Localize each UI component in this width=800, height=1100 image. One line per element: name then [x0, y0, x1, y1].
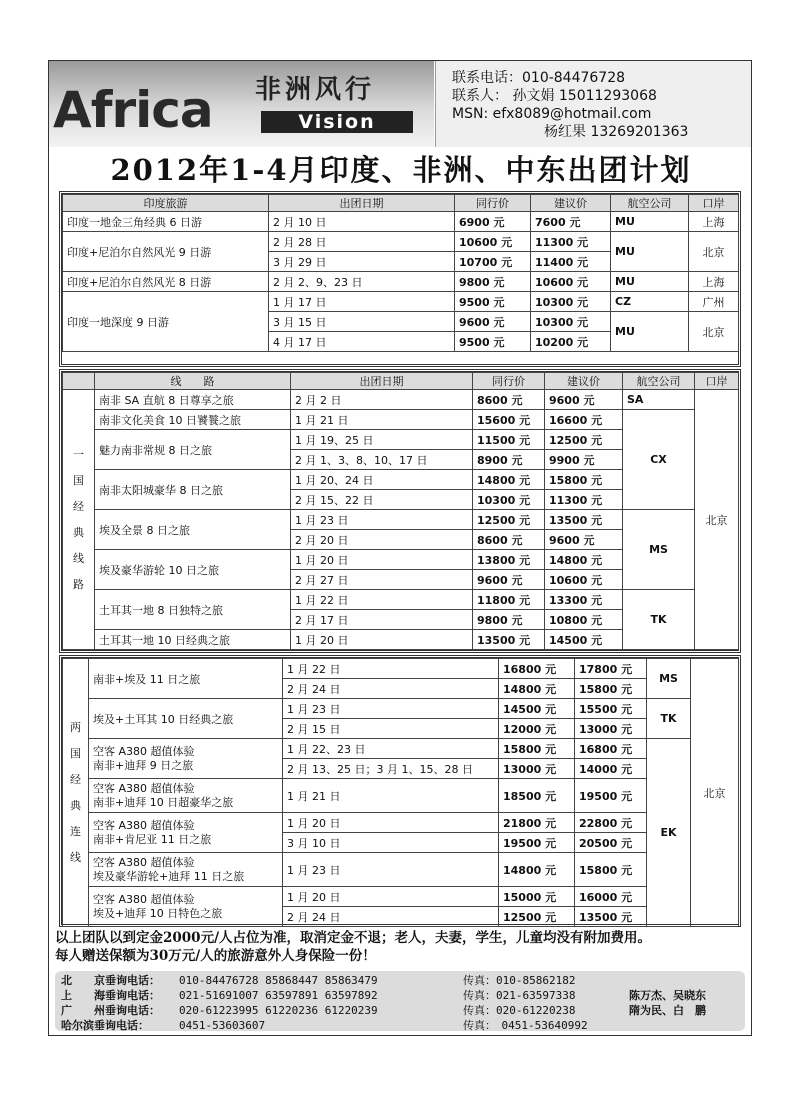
column-header: 同行价	[455, 195, 531, 212]
page-title: 2012年1-4月印度、非洲、中东出团计划	[110, 153, 692, 187]
tour-name	[89, 739, 283, 779]
hotline-fax: 传真：010-85862182	[463, 974, 576, 987]
suggested-price: 15800 元	[575, 853, 647, 887]
suggested-price: 10300 元	[531, 312, 611, 332]
departure-date: 1 月 20 日	[291, 550, 473, 570]
suggested-price: 13500 元	[545, 510, 623, 530]
peer-price: 9600 元	[473, 570, 545, 590]
suggested-price: 14500 元	[545, 630, 623, 650]
table-row	[63, 590, 739, 610]
hotline-phone: 0451-53603607	[179, 1019, 266, 1032]
peer-price: 14500 元	[499, 699, 575, 719]
peer-price: 8600 元	[473, 530, 545, 550]
contact-person: 联系人： 孙文娟 15011293068	[452, 88, 657, 104]
departure-date: 1 月 20 日	[283, 887, 499, 907]
suggested-price: 9600 元	[545, 390, 623, 410]
airline: CZ	[611, 292, 689, 312]
tour-name-line2: 南非+肯尼亚 11 日之旅	[93, 832, 212, 846]
peer-price: 10700 元	[455, 252, 531, 272]
tour-name-line2: 埃及豪华游轮+迪拜 11 日之旅	[93, 869, 245, 883]
column-header: 出团日期	[269, 195, 455, 212]
tour-name: 印度+尼泊尔自然风光 8 日游	[63, 272, 269, 292]
departure-date: 1 月 22、23 日	[283, 739, 499, 759]
peer-price: 12500 元	[473, 510, 545, 530]
peer-price: 13800 元	[473, 550, 545, 570]
hotline-box	[55, 971, 745, 1031]
hotline-row	[61, 1003, 739, 1018]
column-header: 同行价	[473, 373, 545, 390]
contact-msn: MSN: efx8089@hotmail.com	[452, 106, 652, 122]
suggested-price: 10600 元	[545, 570, 623, 590]
peer-price: 13000 元	[499, 759, 575, 779]
departure-date: 1 月 20 日	[291, 630, 473, 650]
departure-date: 1 月 20、24 日	[291, 470, 473, 490]
peer-price: 8900 元	[473, 450, 545, 470]
departure-date: 1 月 19、25 日	[291, 430, 473, 450]
port: 北京	[695, 390, 739, 650]
airline: CX	[623, 410, 695, 510]
port: 北京	[691, 659, 739, 927]
airline: MU	[611, 312, 689, 352]
peer-price: 9800 元	[473, 610, 545, 630]
two-country-table-block	[59, 655, 741, 927]
suggested-price: 16000 元	[575, 887, 647, 907]
peer-price: 11800 元	[473, 590, 545, 610]
column-header: 线 路	[95, 373, 291, 390]
tour-name: 南非太阳城豪华 8 日之旅	[95, 470, 291, 510]
flyer-page	[48, 60, 752, 1036]
terms-line-2: 每人赠送保额为30万元/人的旅游意外人身保险一份！	[55, 948, 376, 964]
column-header: 出团日期	[291, 373, 473, 390]
one-country-table-block	[59, 369, 741, 653]
hotline-phone: 021-51691007 63597891 63597892	[179, 989, 378, 1002]
hotline-city: 哈尔滨垂询电话：	[61, 1019, 149, 1032]
suggested-price: 10300 元	[531, 292, 611, 312]
section-label: 一 国 经 典 线 路	[63, 390, 95, 650]
suggested-price: 12500 元	[545, 430, 623, 450]
tour-name	[89, 813, 283, 853]
airline: SA	[623, 390, 695, 410]
suggested-price: 11400 元	[531, 252, 611, 272]
peer-price: 12000 元	[499, 719, 575, 739]
tour-name: 印度一地金三角经典 6 日游	[63, 212, 269, 232]
peer-price: 14800 元	[499, 679, 575, 699]
contact-person-2: 杨红果 13269201363	[544, 124, 689, 140]
departure-date: 1 月 21 日	[291, 410, 473, 430]
table-row	[63, 510, 739, 530]
peer-price: 10600 元	[455, 232, 531, 252]
airline: MS	[647, 659, 691, 699]
airline: TK	[623, 590, 695, 650]
table-row	[63, 813, 739, 833]
peer-price: 9600 元	[455, 312, 531, 332]
tour-name-line1: 空客 A380 超值体验	[93, 892, 195, 906]
suggested-price: 11300 元	[531, 232, 611, 252]
hotline-fax: 传真：021-63597338	[463, 989, 576, 1002]
table-row	[63, 390, 739, 410]
hotline-city: 广 州垂询电话：	[61, 1004, 160, 1017]
logo-vision-text: Vision	[261, 111, 413, 133]
section-label: 两 国 经 典 连 线	[63, 659, 89, 927]
tour-name: 印度+尼泊尔自然风光 9 日游	[63, 232, 269, 272]
departure-date: 1 月 20 日	[283, 813, 499, 833]
table-header-row	[63, 195, 739, 212]
table-row	[63, 887, 739, 907]
table-row	[63, 853, 739, 887]
table-row	[63, 699, 739, 719]
column-header: 建议价	[531, 195, 611, 212]
suggested-price: 7600 元	[531, 212, 611, 232]
hotline-fax: 传真：020-61220238	[463, 1004, 576, 1017]
hotline-phone: 010-84476728 85868447 85863479	[179, 974, 378, 987]
tour-name-line1: 空客 A380 超值体验	[93, 855, 195, 869]
suggested-price: 15500 元	[575, 699, 647, 719]
departure-date: 2 月 13、25 日；3 月 1、15、28 日	[283, 759, 499, 779]
tour-name	[89, 779, 283, 813]
departure-date: 2 月 28 日	[269, 232, 455, 252]
peer-price: 14800 元	[499, 853, 575, 887]
peer-price: 15600 元	[473, 410, 545, 430]
port: 北京	[689, 232, 739, 272]
peer-price: 16800 元	[499, 659, 575, 679]
departure-date: 2 月 24 日	[283, 907, 499, 927]
column-header: 航空公司	[611, 195, 689, 212]
peer-price: 9800 元	[455, 272, 531, 292]
table-row	[63, 272, 739, 292]
table-row	[63, 292, 739, 312]
logo-africa-text: Africa	[53, 81, 213, 139]
tour-name: 埃及+土耳其 10 日经典之旅	[89, 699, 283, 739]
peer-price: 15000 元	[499, 887, 575, 907]
departure-date: 2 月 15、22 日	[291, 490, 473, 510]
port: 上海	[689, 212, 739, 232]
peer-price: 18500 元	[499, 779, 575, 813]
column-header: 口岸	[695, 373, 739, 390]
suggested-price: 13300 元	[545, 590, 623, 610]
suggested-price: 15800 元	[575, 679, 647, 699]
logo-chinese-text: 非洲风行	[255, 75, 376, 105]
port: 北京	[689, 312, 739, 352]
peer-price: 6900 元	[455, 212, 531, 232]
hotline-city: 上 海垂询电话：	[61, 989, 160, 1002]
brand-banner	[49, 61, 434, 147]
departure-date: 1 月 23 日	[283, 853, 499, 887]
airline: MU	[611, 212, 689, 232]
tour-name-line2: 南非+迪拜 10 日超豪华之旅	[93, 795, 234, 809]
column-header: 航空公司	[623, 373, 695, 390]
tour-name: 埃及全景 8 日之旅	[95, 510, 291, 550]
column-header: 口岸	[689, 195, 739, 212]
hotline-row	[61, 1018, 739, 1033]
table-row	[63, 659, 739, 679]
suggested-price: 9600 元	[545, 530, 623, 550]
hotline-city: 北 京垂询电话：	[61, 974, 160, 987]
suggested-price: 14800 元	[545, 550, 623, 570]
peer-price: 11500 元	[473, 430, 545, 450]
column-header-blank	[63, 373, 95, 390]
departure-date: 2 月 17 日	[291, 610, 473, 630]
suggested-price: 15800 元	[545, 470, 623, 490]
hotline-fax: 传真： 0451-53640992	[463, 1019, 588, 1032]
table-row	[63, 779, 739, 813]
table-row	[63, 410, 739, 430]
suggested-price: 20500 元	[575, 833, 647, 853]
departure-date: 1 月 17 日	[269, 292, 455, 312]
departure-date: 3 月 10 日	[283, 833, 499, 853]
tour-name	[89, 853, 283, 887]
hotline-contact: 隋为民、白 鹏	[629, 1004, 706, 1017]
tour-name-line2: 埃及+迪拜 10 日特色之旅	[93, 906, 223, 920]
peer-price: 19500 元	[499, 833, 575, 853]
suggested-price: 9900 元	[545, 450, 623, 470]
suggested-price: 17800 元	[575, 659, 647, 679]
airline: TK	[647, 699, 691, 739]
contact-box	[435, 61, 751, 147]
departure-date: 1 月 23 日	[283, 699, 499, 719]
tour-name-line1: 空客 A380 超值体验	[93, 781, 195, 795]
tour-name: 魅力南非常规 8 日之旅	[95, 430, 291, 470]
suggested-price: 19500 元	[575, 779, 647, 813]
departure-date: 2 月 20 日	[291, 530, 473, 550]
port: 广州	[689, 292, 739, 312]
tour-name: 印度一地深度 9 日游	[63, 292, 269, 352]
airline: MS	[623, 510, 695, 590]
departure-date: 1 月 23 日	[291, 510, 473, 530]
suggested-price: 13500 元	[575, 907, 647, 927]
departure-date: 1 月 22 日	[291, 590, 473, 610]
table-row	[63, 212, 739, 232]
suggested-price: 10600 元	[531, 272, 611, 292]
departure-date: 2 月 15 日	[283, 719, 499, 739]
table-row	[63, 739, 739, 759]
airline: MU	[611, 272, 689, 292]
suggested-price: 11300 元	[545, 490, 623, 510]
suggested-price: 14000 元	[575, 759, 647, 779]
peer-price: 21800 元	[499, 813, 575, 833]
departure-date: 3 月 15 日	[269, 312, 455, 332]
table-header-row	[63, 373, 739, 390]
tour-name-line2: 南非+迪拜 9 日之旅	[93, 758, 194, 772]
peer-price: 13500 元	[473, 630, 545, 650]
departure-date: 4 月 17 日	[269, 332, 455, 352]
departure-date: 2 月 2 日	[291, 390, 473, 410]
tour-name-line1: 空客 A380 超值体验	[93, 818, 195, 832]
tour-name-line1: 空客 A380 超值体验	[93, 744, 195, 758]
departure-date: 2 月 2、9、23 日	[269, 272, 455, 292]
table-row	[63, 232, 739, 252]
suggested-price: 10800 元	[545, 610, 623, 630]
airline: MU	[611, 232, 689, 272]
departure-date: 2 月 10 日	[269, 212, 455, 232]
terms-note	[55, 929, 749, 965]
peer-price: 9500 元	[455, 332, 531, 352]
tour-name: 土耳其一地 10 日经典之旅	[95, 630, 291, 650]
tour-name	[89, 887, 283, 927]
peer-price: 10300 元	[473, 490, 545, 510]
hotline-row	[61, 988, 739, 1003]
hotline-contact: 陈万杰、吴晓东	[629, 989, 706, 1002]
two-country-table	[62, 658, 739, 927]
contact-phone: 联系电话：010-84476728	[452, 70, 626, 86]
terms-line-1: 以上团队以到定金2000元/人占位为准，取消定金不退；老人，夫妻，学生，儿童均没有附加费用。	[55, 930, 652, 946]
suggested-price: 16800 元	[575, 739, 647, 759]
peer-price: 12500 元	[499, 907, 575, 927]
peer-price: 9500 元	[455, 292, 531, 312]
departure-date: 3 月 29 日	[269, 252, 455, 272]
india-table	[62, 194, 739, 352]
suggested-price: 13000 元	[575, 719, 647, 739]
suggested-price: 16600 元	[545, 410, 623, 430]
departure-date: 1 月 21 日	[283, 779, 499, 813]
one-country-table	[62, 372, 739, 650]
departure-date: 2 月 27 日	[291, 570, 473, 590]
peer-price: 8600 元	[473, 390, 545, 410]
column-header: 印度旅游	[63, 195, 269, 212]
departure-date: 2 月 1、3、8、10、17 日	[291, 450, 473, 470]
peer-price: 14800 元	[473, 470, 545, 490]
tour-name: 南非+埃及 11 日之旅	[89, 659, 283, 699]
tour-name: 埃及豪华游轮 10 日之旅	[95, 550, 291, 590]
port: 上海	[689, 272, 739, 292]
column-header: 建议价	[545, 373, 623, 390]
tour-name: 南非 SA 直航 8 日尊享之旅	[95, 390, 291, 410]
airline: EK	[647, 739, 691, 927]
suggested-price: 22800 元	[575, 813, 647, 833]
hotline-row	[61, 973, 739, 988]
tour-name: 土耳其一地 8 日独特之旅	[95, 590, 291, 630]
peer-price: 15800 元	[499, 739, 575, 759]
departure-date: 2 月 24 日	[283, 679, 499, 699]
tour-name: 南非文化美食 10 日饕餮之旅	[95, 410, 291, 430]
departure-date: 1 月 22 日	[283, 659, 499, 679]
india-table-block	[59, 191, 741, 367]
suggested-price: 10200 元	[531, 332, 611, 352]
hotline-phone: 020-61223995 61220236 61220239	[179, 1004, 378, 1017]
